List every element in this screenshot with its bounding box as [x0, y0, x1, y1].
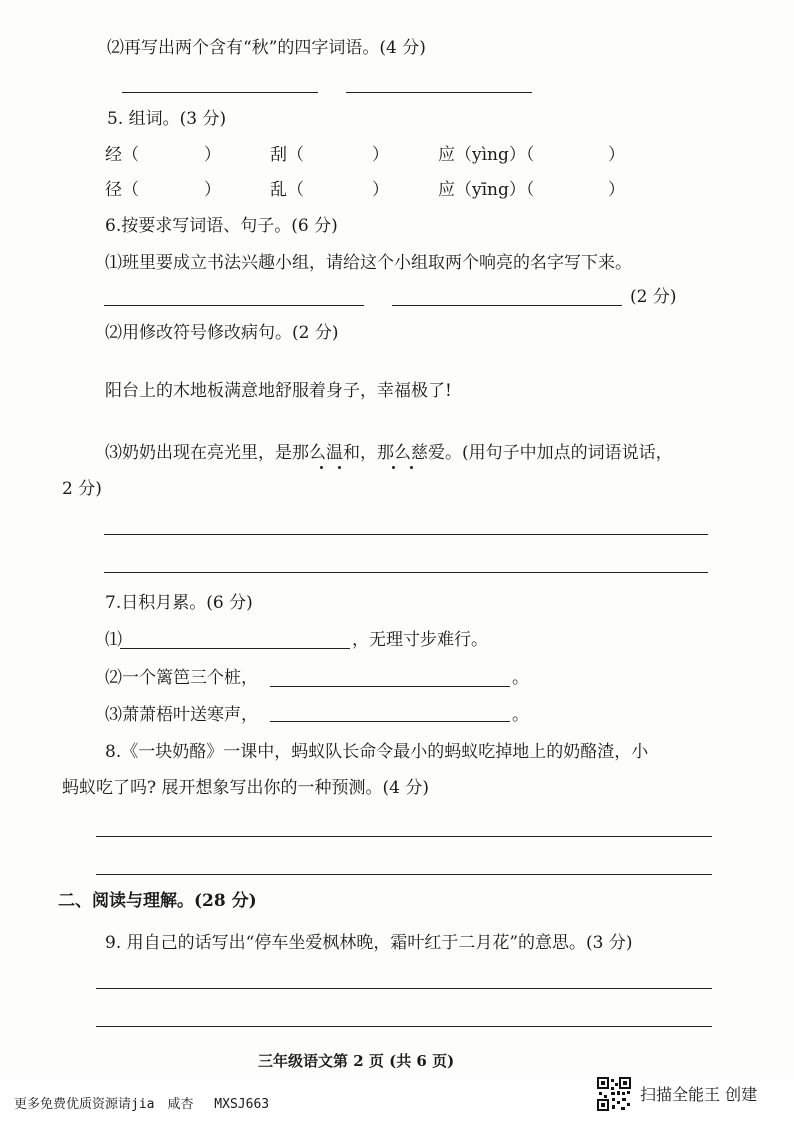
q5-title: 5. 组词。(3 分) — [107, 109, 227, 129]
q5-r2-c2-close: ） — [372, 180, 389, 200]
answer-line[interactable] — [96, 1026, 712, 1027]
q5-r1-c2: 刮（ — [270, 145, 304, 165]
q8-prompt-line2: 蚂蚁吃了吗? 展开想象写出你的一种预测。(4 分) — [62, 778, 430, 798]
answer-line[interactable] — [104, 534, 708, 535]
scanner-brand-label: 扫描全能王 创建 — [640, 1085, 758, 1104]
q9-prompt: 9. 用自己的话写出“停车坐爱枫林晚，霜叶红于二月花”的意思。(3 分) — [105, 933, 633, 953]
qr-code-icon — [597, 1077, 631, 1111]
emphasis-dot — [410, 466, 413, 469]
resource-watermark: 更多免费优质资源请jia 咸杏 MXSJ663 — [14, 1097, 270, 1112]
q6-part1-prompt: ⑴班里要成立书法兴趣小组，请给这个小组取两个响亮的名字写下来。 — [105, 253, 632, 273]
answer-line[interactable] — [104, 572, 708, 573]
answer-line[interactable] — [120, 648, 350, 649]
q6-part2-prompt: ⑵用修改符号修改病句。(2 分) — [105, 323, 339, 343]
answer-line[interactable] — [96, 836, 712, 837]
answer-line[interactable] — [270, 686, 510, 687]
emphasis-dot — [338, 466, 341, 469]
q7-item2-suffix: 。 — [512, 668, 529, 688]
q6-title: 6.按要求写词语、句子。(6 分) — [105, 216, 338, 236]
q5-r1-c2-close: ） — [372, 145, 389, 165]
q6-faulty-sentence: 阳台上的木地板满意地舒服着身子，幸福极了! — [105, 381, 452, 401]
answer-line[interactable] — [96, 988, 712, 989]
page-number-footer: 三年级语文第 2 页 (共 6 页) — [258, 1052, 455, 1070]
q6-part3-prompt-line1: ⑶奶奶出现在亮光里，是那么温和，那么慈爱。(用句子中加点的词语说话， — [105, 443, 673, 463]
q7-item3-prefix: ⑶萧萧梧叶送寒声， — [105, 705, 258, 725]
emphasis-dot — [392, 466, 395, 469]
q7-item2-prefix: ⑵一个篱笆三个桩， — [105, 668, 258, 688]
q5-r2-c2: 乱（ — [270, 180, 304, 200]
q7-item3-suffix: 。 — [512, 705, 529, 725]
emphasis-dot — [320, 466, 323, 469]
q5-r2-c1: 径（ — [105, 180, 139, 200]
q5-r2-c3: 应（yīng）（ — [438, 180, 535, 200]
q5-r2-c3-close: ） — [608, 180, 625, 200]
scan-footer-band — [0, 1078, 794, 1124]
q5-r1-c1-close: ） — [204, 145, 221, 165]
answer-line[interactable] — [392, 305, 622, 306]
q6-part3-prompt-line2: 2 分) — [62, 479, 102, 499]
answer-line[interactable] — [346, 92, 532, 93]
section2-title: 二、阅读与理解。(28 分) — [58, 891, 257, 911]
q7-item1-suffix: ，无理寸步难行。 — [352, 630, 488, 650]
q8-prompt-line1: 8.《一块奶酪》一课中，蚂蚁队长命令最小的蚂蚁吃掉地上的奶酪渣，小 — [105, 742, 649, 762]
q4-part2-prompt: ⑵再写出两个含有“秋”的四字词语。(4 分) — [107, 38, 426, 58]
q7-title: 7.日积月累。(6 分) — [105, 593, 253, 613]
q7-item1-prefix: ⑴ — [105, 630, 122, 650]
q6-part1-score: (2 分) — [630, 287, 677, 307]
q5-r1-c1: 经（ — [105, 145, 139, 165]
answer-line[interactable] — [104, 305, 364, 306]
q5-r1-c3: 应（yìng）（ — [438, 145, 535, 165]
q5-r1-c3-close: ） — [608, 145, 625, 165]
answer-line[interactable] — [122, 92, 318, 93]
q5-r2-c1-close: ） — [204, 180, 221, 200]
answer-line[interactable] — [270, 721, 510, 722]
answer-line[interactable] — [96, 874, 712, 875]
